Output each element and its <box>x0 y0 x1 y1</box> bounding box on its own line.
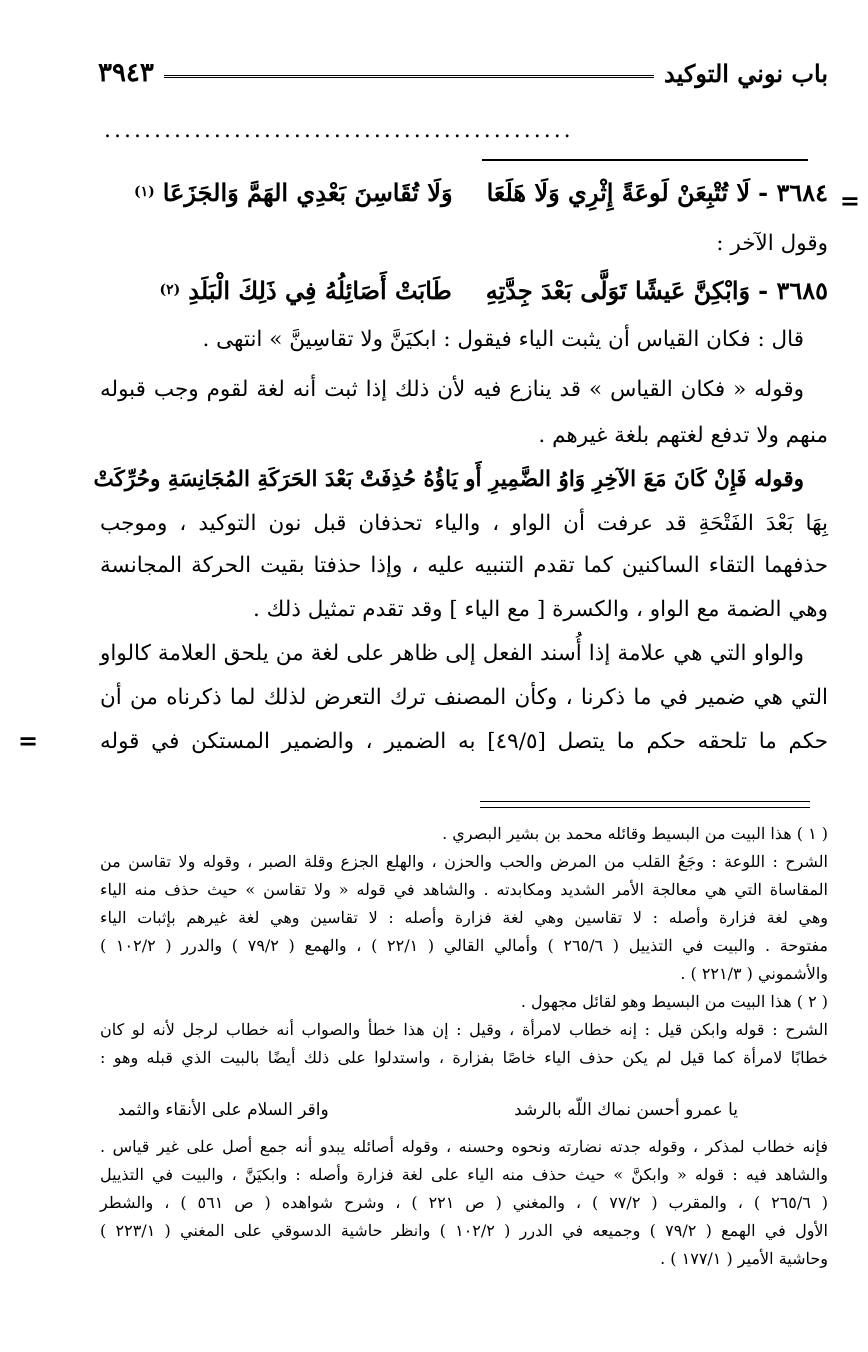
verse-hemistich: وَابْكِنَّ عَيشًا تَوَلَّى بَعْدَ جِدَّتِهِ <box>485 275 751 305</box>
body-line: حكم ما تلحقه حكم ما يتصل [٤٩/٥] به الضمير ، والضمير المستكن في قوله <box>100 729 828 754</box>
footnote-line: ( ٢ ) هذا البيت من البسيط وهو لقائل مجهول . <box>520 992 828 1011</box>
body-line: بِهَا بَعْدَ الفَتْحَةِ قد عرفت أن الواو ، والياء تحذفان قبل نون التوكيد ، وموجب <box>100 511 828 536</box>
footnote-ref: (١) <box>133 184 155 200</box>
margin-mark: = <box>18 726 39 755</box>
body-line: التي هي ضمير في ما ذكرنا ، وكأن المصنف ترك التعرض لذلك لما ذكرناه من أن <box>100 685 828 710</box>
body-line: وقوله فَإِنْ كَانَ مَعَ الآخِرِ وَاوُ الضَّمِيرِ أَو يَاؤُهُ حُذِفَتْ بَعْدَ الحَرَكَةِ المُجَانِسَةِ وحُرِّكَتْ <box>93 467 804 492</box>
chapter-title: باب نوني التوكيد <box>664 58 828 88</box>
body-line: وقوله « فكان القياس » قد ينازع فيه لأن ذلك إذا ثبت أنه لغة لقوم وجب قبوله <box>100 377 804 402</box>
body-line: وهي الضمة مع الواو ، والكسرة [ مع الياء ] وقد تقدم تمثيل ذلك . <box>253 597 828 622</box>
dotted-separator: ............................................... <box>104 118 574 143</box>
footnote-line: المقاساة التي هي معالجة الأمر الشديد ومكابدته . والشاهد في قوله « ولا تقاسن » حيث حذف منه الياء <box>100 880 829 899</box>
footnote-line: خطابًا لامرأة كما قيل لم يكن حذف الياء خاصًا بفزارة ، واستدلوا على ذلك أيضًا بالبيت الذي قبله وهو : <box>100 1048 828 1067</box>
page-number: ٣٩٤٣ <box>98 58 154 88</box>
footnote-line: الأول في الهمع ( ٧٩/٢ ) وجميعه في الدرر ( ١٠٢/٢ ) وانظر حاشية الدسوقي على المغني ( ٢٢٣/١ ) <box>100 1221 829 1240</box>
footnote-separator <box>480 807 810 808</box>
verse-line <box>120 268 828 312</box>
footnote-poem <box>118 1100 738 1120</box>
footnote-ref: (٢) <box>159 282 181 298</box>
page-header <box>98 52 828 94</box>
poem-hemistich: واقر السلام على الأنقاء والثمد <box>118 1100 329 1120</box>
footnote-line: ( ٢٦٥/٦ ) ، والمقرب ( ٧٧/٢ ) ، والمغني ( ص ٢٢١ ) ، وشرح شواهده ( ص ٥٦١ ) ، والشطر <box>100 1193 829 1212</box>
footnote-line: الشرح : اللوعة : وجَعُ القلب من المرض والحب والحزن ، والهلع الجزع وقلة الصبر ، وقوله ولا تقاسن من <box>100 852 828 871</box>
verse-rule <box>482 159 808 161</box>
poem-hemistich: يا عمرو أحسن نماك اللّه بالرشد <box>514 1100 738 1120</box>
body-line: حذفهما التقاء الساكنين كما تقدم التنبيه عليه ، وإذا حذفتا بقيت الحركة المجانسة <box>100 553 828 578</box>
footnote-line: الشرح : قوله وابكن قيل : إنه خطاب لامرأة ، وقيل : إن هذا خطأ والصواب أنه خطاب لرجل لأنه لو كان <box>100 1020 828 1039</box>
body-line: منهم ولا تدفع لغتهم بلغة غيرهم . <box>538 423 828 448</box>
footnote-line: وحاشية الأمير ( ١٧٧/١ ) . <box>660 1249 828 1268</box>
footnote-separator <box>480 801 810 802</box>
footnote-line: مفتوحة . والبيت في التذييل ( ٢٦٥/٦ ) وأمالي القالي ( ٢٢/١ ) ، والهمع ( ٧٩/٢ ) والدرر ( ١٠٢/٢ ) <box>100 936 829 955</box>
verse-number: ٣٦٨٤ - <box>758 177 828 207</box>
footnote-line: والشاهد فيه : قوله « وابكنَّ » حيث حذف منه الياء على لغة فزارة وأصله : وابكيَنَّ ، والبيت في التذييل <box>100 1165 828 1184</box>
verse-hemistich: طَابَتْ أَصَائِلُهُ فِي ذَلِكَ الْبَلَدِ <box>188 275 452 305</box>
footnote-line: وهي لغة فزارة وأصله : لا تقاسين وهي لغة فزارة وأصله : لا تقاسين وهي لغة غيرهم بإثبات الياء <box>100 908 828 927</box>
margin-mark: = <box>839 186 860 215</box>
body-line: قال : فكان القياس أن يثبت الياء فيقول : ابكيَنَّ ولا تقاسِينَّ » انتهى . <box>202 327 804 352</box>
verse-number: ٣٦٨٥ - <box>758 275 828 305</box>
intro-line: وقول الآخر : <box>716 231 828 256</box>
verse-hemistich: لَا تُتْبِعَنْ لَوعَةً إِثْرِي وَلَا هَلَعَا <box>486 177 751 207</box>
header-rule <box>164 75 654 78</box>
body-line: والواو التي هي علامة إذا أُسند الفعل إلى ظاهر على لغة من يلحق العلامة كالواو <box>100 641 804 666</box>
verse-hemistich: وَلَا تُقَاسِنَ بَعْدِي الهَمَّ وَالجَزَعَا <box>162 177 453 207</box>
verse-line <box>120 170 828 214</box>
footnote-line: والأشموني ( ٢٢١/٣ ) . <box>680 964 828 983</box>
footnote-line: فإنه خطاب لمذكر ، وقوله جدته نضارته ونحوه وحسنه ، وقوله أصائله يبدو أنه جمع أصل على غير قياس . <box>100 1137 829 1156</box>
footnote-line: ( ١ ) هذا البيت من البسيط وقائله محمد بن بشير البصري . <box>442 824 828 843</box>
